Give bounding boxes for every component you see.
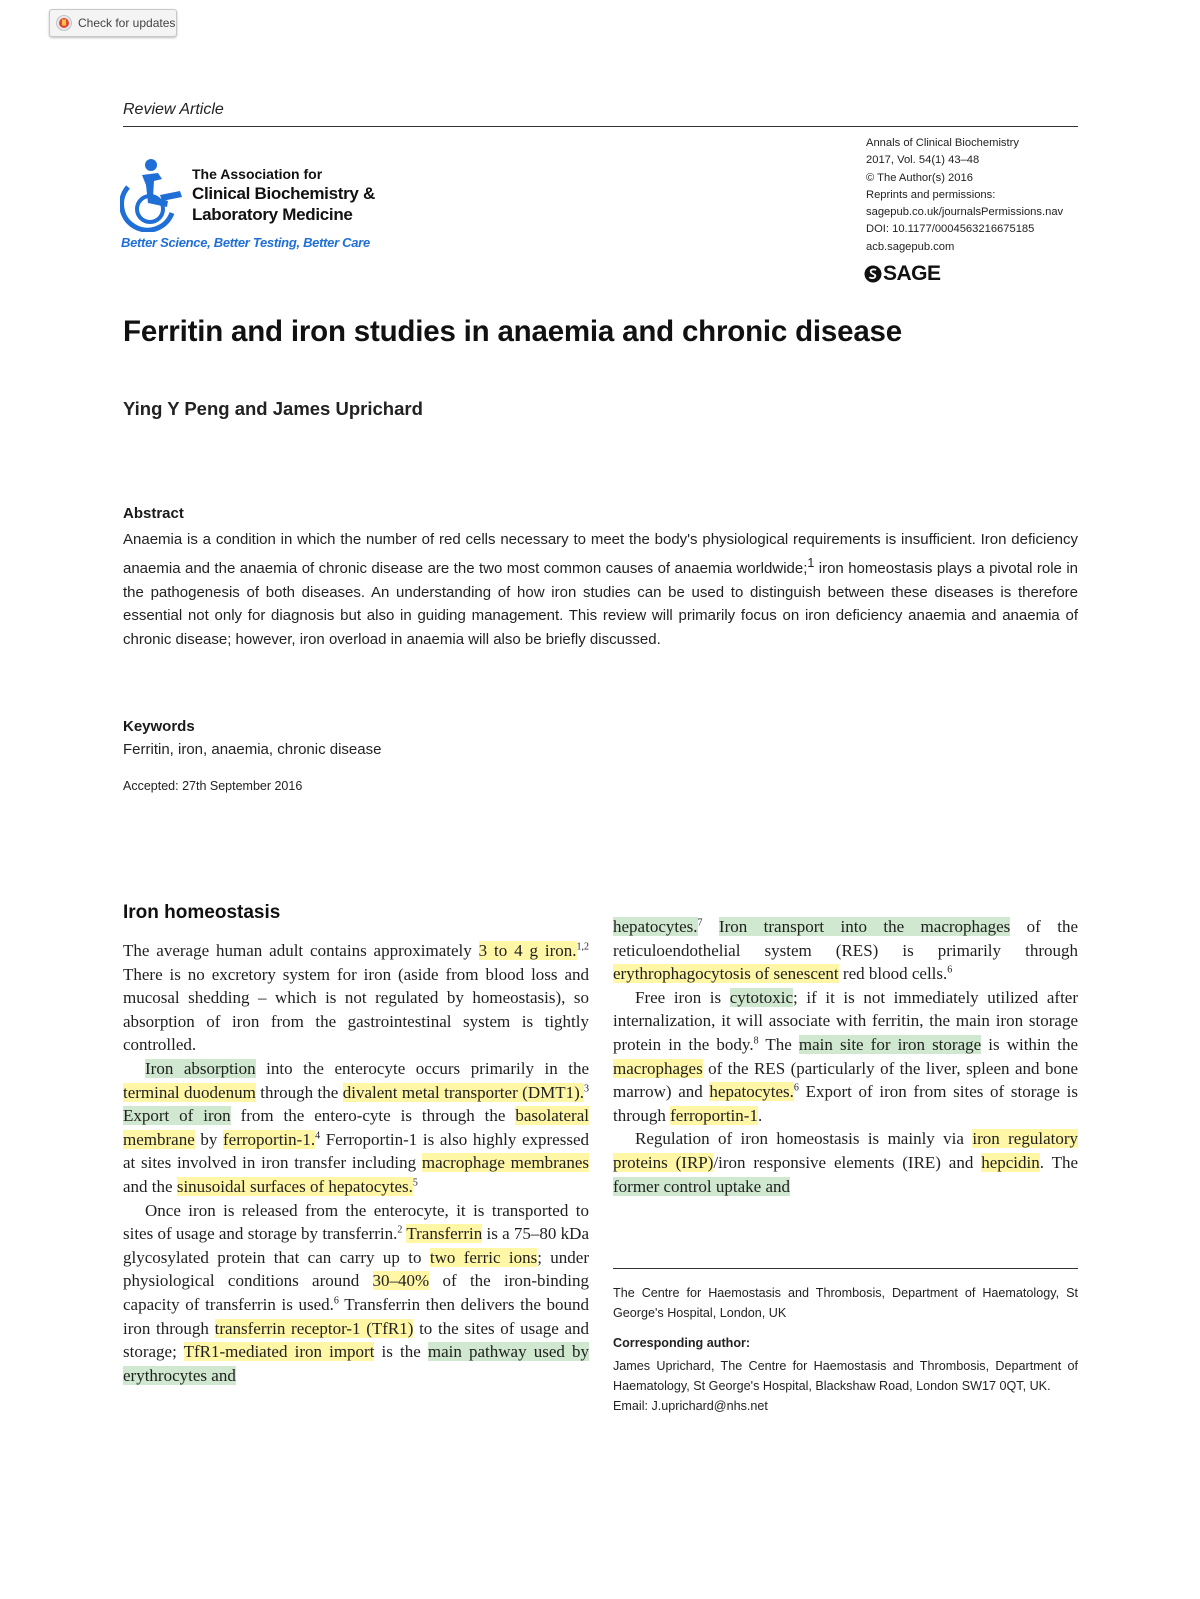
paragraph bbox=[123, 1199, 589, 1388]
text-run: Ferroportin-1 is also highly expressed at sites involved in iron transfer including bbox=[123, 1129, 590, 1173]
highlight-yellow: ferroportin-1. bbox=[223, 1129, 316, 1149]
highlight-yellow: macrophage membranes bbox=[421, 1153, 589, 1173]
highlight-yellow: iron regulatory proteins (IRP) bbox=[613, 1129, 1078, 1172]
citation: 2 bbox=[397, 1224, 403, 1236]
highlight-green: former control uptake and bbox=[613, 1176, 791, 1196]
check-for-updates-button[interactable] bbox=[49, 9, 177, 37]
highlight-green: Export of iron bbox=[123, 1106, 231, 1126]
header-divider bbox=[123, 126, 1078, 127]
sage-wordmark: SAGE bbox=[883, 262, 941, 285]
association-name-line2: Clinical Biochemistry & bbox=[192, 184, 375, 203]
highlight-green: hepatocytes. bbox=[613, 917, 698, 936]
journal-volume: 2017, Vol. 54(1) 43–48 bbox=[866, 154, 980, 167]
citation: 1 bbox=[807, 555, 815, 570]
text-run: Transferrin then delivers the bound iron through bbox=[123, 1294, 590, 1338]
accepted-date: Accepted: 27th September 2016 bbox=[123, 779, 303, 793]
highlight-yellow: hepatocytes. bbox=[709, 1082, 794, 1102]
journal-site-link[interactable]: acb.sagepub.com bbox=[866, 240, 955, 253]
abstract-text bbox=[123, 528, 1078, 652]
abstract-text-part: Anaemia is a condition in which the number of red cells necessary to meet the body's physiological requirements is insufficient. Iron deficiency anaemia and the anaemia of chronic disease are the two most common causes of anaemia worldwide; bbox=[123, 531, 1078, 577]
highlight-yellow: ferroportin-1 bbox=[670, 1105, 758, 1125]
text-run: of the reticuloendothelial system (RES) is primarily through bbox=[613, 917, 1078, 960]
association-logo bbox=[120, 157, 420, 257]
keywords-heading: Keywords bbox=[123, 718, 195, 735]
corresponding-author-email[interactable]: Email: J.uprichard@nhs.net bbox=[613, 1399, 768, 1413]
journal-reprints-link[interactable]: sagepub.co.uk/journalsPermissions.nav bbox=[866, 206, 1064, 219]
text-run: of the RES (particularly of the liver, spleen and bone marrow) and bbox=[613, 1058, 1078, 1102]
highlight-yellow: two ferric ions bbox=[429, 1247, 538, 1267]
highlight-green: main site for iron storage bbox=[798, 1034, 982, 1054]
highlight-yellow: 30–40% bbox=[372, 1271, 430, 1291]
abstract-heading: Abstract bbox=[123, 505, 184, 522]
corresponding-author-address: James Uprichard, The Centre for Haemostasis and Thrombosis, Department of Haematology, St George's Hospital, Blackshaw Road, London SW17 0QT, UK. bbox=[613, 1359, 1078, 1393]
association-name-line1: The Association for bbox=[192, 166, 323, 182]
highlight-yellow: TfR1-mediated iron import bbox=[183, 1342, 375, 1362]
body-column-right bbox=[613, 915, 1078, 1198]
highlight-yellow: divalent metal transporter (DMT1). bbox=[342, 1082, 585, 1102]
text-run: . bbox=[757, 1105, 763, 1125]
footnote-divider bbox=[613, 1268, 1078, 1269]
highlight-yellow: hepcidin bbox=[981, 1152, 1040, 1172]
text-run: Once iron is released from the enterocyte, it is transported to sites of usage and storage by transferrin. bbox=[123, 1200, 589, 1244]
highlight-yellow: macrophages bbox=[613, 1058, 703, 1078]
journal-copyright: © The Author(s) 2016 bbox=[866, 171, 973, 184]
highlight-green: cytotoxic bbox=[729, 987, 794, 1007]
paragraph bbox=[613, 986, 1078, 1128]
highlight-green: Iron absorption bbox=[145, 1058, 256, 1078]
association-name-line3: Laboratory Medicine bbox=[192, 205, 353, 224]
body-column-left bbox=[123, 939, 589, 1387]
check-updates-label: Check for updates bbox=[78, 16, 176, 30]
citation: 4 bbox=[315, 1130, 321, 1142]
citation: 6 bbox=[793, 1082, 799, 1094]
text-run: from the entero-cyte is through the bbox=[230, 1106, 516, 1126]
citation: 1,2 bbox=[576, 941, 589, 953]
text-run: There is no excretory system for iron (aside from blood loss and mucosal shedding – which is not regulated by homeostasis), so absorption of iron from the gastrointestinal system is tightly controlled. bbox=[123, 964, 589, 1055]
highlight-yellow: transferrin receptor-1 (TfR1) bbox=[214, 1318, 414, 1338]
text-run: into the enterocyte occurs primarily in the bbox=[255, 1058, 590, 1078]
corresponding-author-heading: Corresponding author: bbox=[613, 1336, 751, 1350]
text-run: is a 75–80 kDa glycosylated protein that can carry up to bbox=[123, 1224, 589, 1267]
highlight-yellow: Transferrin bbox=[406, 1224, 483, 1244]
corresponding-author-details bbox=[613, 1356, 1078, 1416]
text-run: /iron responsive elements (IRE) and bbox=[713, 1152, 982, 1172]
abstract-text-part: iron homeostasis plays a pivotal role in the pathogenesis of both diseases. An understanding of how iron studies can be used to distinguish between these diseases is therefore essential not only for diagnosis but also in guiding management. This review will primarily focus on iron deficiency anaemia and anaemia of chronic disease; however, iron overload in anaemia will also be briefly discussed. bbox=[123, 559, 1078, 649]
text-run: . The bbox=[1039, 1152, 1078, 1172]
citation: 8 bbox=[753, 1035, 759, 1047]
citation: 6 bbox=[333, 1295, 339, 1307]
journal-name: Annals of Clinical Biochemistry bbox=[866, 137, 1019, 149]
text-run: is the bbox=[374, 1342, 428, 1362]
paragraph bbox=[123, 939, 589, 1057]
author-affiliation: The Centre for Haemostasis and Thrombosis, Department of Haematology, St George's Hospital, London, UK bbox=[613, 1286, 1078, 1320]
citation: 6 bbox=[947, 964, 953, 976]
article-authors: Ying Y Peng and James Uprichard bbox=[123, 398, 423, 419]
text-run: by bbox=[194, 1129, 224, 1149]
paragraph bbox=[613, 915, 1078, 986]
check-updates-icon bbox=[56, 15, 72, 31]
text-run bbox=[703, 917, 719, 936]
highlight-yellow: 3 to 4 g iron. bbox=[478, 941, 577, 960]
text-run: ; if it is not immediately utilized after internalization, it will associate with ferritin, the main iron storage protein in the body. bbox=[613, 987, 1078, 1054]
highlight-yellow: erythrophagocytosis of senescent bbox=[613, 964, 839, 984]
text-run: Free iron is bbox=[635, 987, 730, 1007]
highlight-green: Iron transport into the macrophages bbox=[718, 917, 1011, 936]
text-run: to the sites of usage and storage; bbox=[123, 1318, 589, 1362]
article-category: Review Article bbox=[123, 101, 224, 118]
keywords-text: Ferritin, iron, anaemia, chronic disease bbox=[123, 741, 382, 758]
journal-reprints: Reprints and permissions: bbox=[866, 188, 996, 201]
text-run: The bbox=[758, 1034, 799, 1054]
highlight-yellow: terminal duodenum bbox=[123, 1082, 256, 1102]
text-run: is within the bbox=[981, 1034, 1079, 1054]
highlight-yellow: basolateral membrane bbox=[123, 1106, 589, 1149]
text-run: ; under physiological conditions around bbox=[123, 1247, 590, 1291]
text-run: of the iron-binding capacity of transferrin is used. bbox=[123, 1271, 590, 1314]
text-run: and the bbox=[123, 1176, 177, 1196]
journal-info bbox=[866, 135, 1081, 256]
text-run: red blood cells. bbox=[838, 964, 948, 984]
acb-figure-icon bbox=[120, 157, 190, 232]
article-title: Ferritin and iron studies in anaemia and chronic disease bbox=[123, 315, 902, 348]
journal-doi[interactable]: DOI: 10.1177/0004563216675185 bbox=[866, 223, 1035, 236]
text-run: Export of iron from sites of storage is through bbox=[613, 1082, 1078, 1125]
paragraph bbox=[123, 1057, 589, 1199]
citation: 3 bbox=[584, 1082, 590, 1094]
highlight-yellow: sinusoidal surfaces of hepatocytes. bbox=[176, 1176, 413, 1196]
text-run: through the bbox=[255, 1082, 343, 1102]
section-heading: Iron homeostasis bbox=[123, 902, 281, 923]
paragraph bbox=[613, 1127, 1078, 1198]
text-run: Regulation of iron homeostasis is mainly via bbox=[635, 1129, 973, 1149]
sage-logo bbox=[864, 262, 941, 286]
sage-mark-icon bbox=[864, 265, 882, 283]
association-tagline: Better Science, Better Testing, Better Care bbox=[121, 235, 370, 250]
text-run: The average human adult contains approximately bbox=[123, 941, 479, 960]
highlight-green: main pathway used by erythrocytes and bbox=[123, 1342, 589, 1385]
citation: 5 bbox=[412, 1177, 418, 1189]
citation: 7 bbox=[697, 917, 703, 929]
